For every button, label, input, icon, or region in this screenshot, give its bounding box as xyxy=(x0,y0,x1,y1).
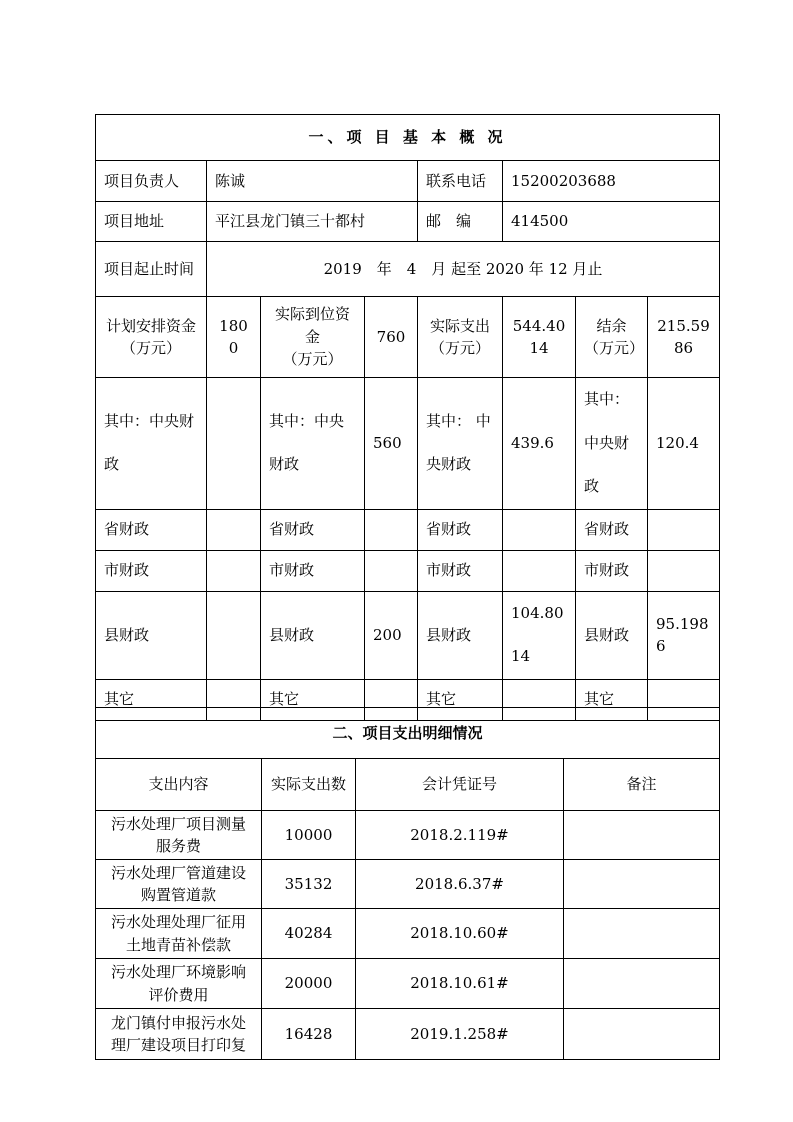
other-label-1: 其它 xyxy=(96,679,207,720)
row-content: 污水处理处理厂征用土地青苗补偿款 xyxy=(96,909,262,959)
central-value-2: 560 xyxy=(365,378,418,510)
table-row xyxy=(96,909,720,959)
balance-label: 结余（万元） xyxy=(576,297,648,378)
address-label: 项目地址 xyxy=(96,202,207,242)
actual-funds-value: 760 xyxy=(365,297,418,378)
section1-title: 一、项 目 基 本 概 况 xyxy=(96,115,720,161)
row-amount: 10000 xyxy=(262,811,356,860)
header-note: 备注 xyxy=(564,759,720,811)
project-basic-info-table xyxy=(95,114,720,721)
county-label-4: 县财政 xyxy=(576,591,648,679)
row-content: 龙门镇付申报污水处理厂建设项目打印复 xyxy=(96,1009,262,1060)
central-label-4: 其中： 中央财政 xyxy=(576,378,648,510)
row-content: 污水处理厂项目测量服务费 xyxy=(96,811,262,860)
city-label-3: 市财政 xyxy=(418,550,503,591)
city-value-2 xyxy=(365,550,418,591)
county-label-1: 县财政 xyxy=(96,591,207,679)
city-label-1: 市财政 xyxy=(96,550,207,591)
section2-title: 二、项目支出明细情况 xyxy=(96,708,720,759)
row-content: 污水处理厂管道建设购置管道款 xyxy=(96,860,262,909)
planned-funds-label: 计划安排资金（万元） xyxy=(96,297,207,378)
city-label-2: 市财政 xyxy=(261,550,365,591)
central-value-3: 439.6 xyxy=(503,378,576,510)
period-value: 2019 年 4 月 起至 2020 年 12 月止 xyxy=(207,242,720,297)
expenditure-detail-table xyxy=(95,707,720,1060)
city-value-3 xyxy=(503,550,576,591)
actual-funds-label-line2: （万元） xyxy=(282,350,343,369)
phone-value: 15200203688 xyxy=(503,161,720,202)
province-label-2: 省财政 xyxy=(261,509,365,550)
county-label-2: 县财政 xyxy=(261,591,365,679)
province-value-4 xyxy=(648,509,720,550)
city-label-4: 市财政 xyxy=(576,550,648,591)
other-label-3: 其它 xyxy=(418,679,503,720)
central-label-1: 其中：中央财政 xyxy=(96,378,207,510)
row-amount: 20000 xyxy=(262,959,356,1009)
central-value-4: 120.4 xyxy=(648,378,720,510)
county-value-1 xyxy=(207,591,261,679)
county-value-2: 200 xyxy=(365,591,418,679)
planned-funds-value: 1800 xyxy=(207,297,261,378)
county-label-3: 县财政 xyxy=(418,591,503,679)
row-voucher: 2018.2.119# xyxy=(356,811,564,860)
province-value-3 xyxy=(503,509,576,550)
row-content: 污水处理厂环境影响评价费用 xyxy=(96,959,262,1009)
province-label-3: 省财政 xyxy=(418,509,503,550)
row-note xyxy=(564,909,720,959)
city-value-1 xyxy=(207,550,261,591)
row-note xyxy=(564,1009,720,1060)
leader-label: 项目负责人 xyxy=(96,161,207,202)
header-content: 支出内容 xyxy=(96,759,262,811)
other-label-2: 其它 xyxy=(261,679,365,720)
header-amount: 实际支出数 xyxy=(262,759,356,811)
province-value-1 xyxy=(207,509,261,550)
other-label-4: 其它 xyxy=(576,679,648,720)
postcode-value: 414500 xyxy=(503,202,720,242)
table-row xyxy=(96,1009,720,1060)
row-note xyxy=(564,959,720,1009)
table-row xyxy=(96,959,720,1009)
row-voucher: 2019.1.258# xyxy=(356,1009,564,1060)
table-row xyxy=(96,860,720,909)
central-value-1 xyxy=(207,378,261,510)
actual-funds-label-line1: 实际到位资金 xyxy=(274,305,350,346)
row-note xyxy=(564,860,720,909)
central-label-3: 其中： 中央财政 xyxy=(418,378,503,510)
county-value-4: 95.1986 xyxy=(648,591,720,679)
table-row xyxy=(96,811,720,860)
header-voucher: 会计凭证号 xyxy=(356,759,564,811)
row-voucher: 2018.6.37# xyxy=(356,860,564,909)
address-value: 平江县龙门镇三十都村 xyxy=(207,202,418,242)
row-amount: 40284 xyxy=(262,909,356,959)
leader-value: 陈诚 xyxy=(207,161,418,202)
spent-value: 544.4014 xyxy=(503,297,576,378)
period-label: 项目起止时间 xyxy=(96,242,207,297)
postcode-label: 邮 编 xyxy=(418,202,503,242)
actual-funds-label xyxy=(261,297,365,378)
balance-value: 215.5986 xyxy=(648,297,720,378)
province-label-4: 省财政 xyxy=(576,509,648,550)
row-voucher: 2018.10.60# xyxy=(356,909,564,959)
spent-label: 实际支出（万元） xyxy=(418,297,503,378)
province-label-1: 省财政 xyxy=(96,509,207,550)
row-note xyxy=(564,811,720,860)
province-value-2 xyxy=(365,509,418,550)
central-label-2: 其中：中央财政 xyxy=(261,378,365,510)
row-amount: 16428 xyxy=(262,1009,356,1060)
county-value-3: 104.8014 xyxy=(503,591,576,679)
phone-label: 联系电话 xyxy=(418,161,503,202)
row-voucher: 2018.10.61# xyxy=(356,959,564,1009)
row-amount: 35132 xyxy=(262,860,356,909)
city-value-4 xyxy=(648,550,720,591)
